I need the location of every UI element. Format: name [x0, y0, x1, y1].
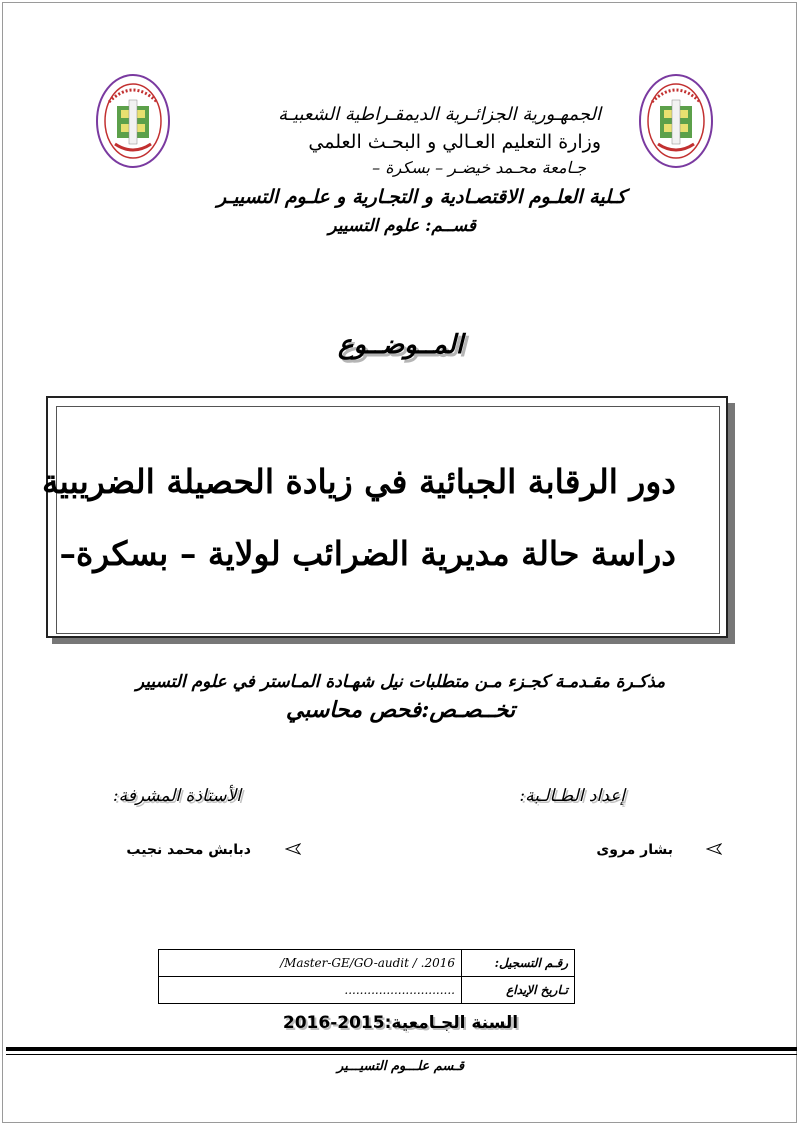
university-logo-right [638, 72, 714, 170]
academic-year: السنة الجـامعية:2015-2016 [282, 1013, 519, 1033]
student-name: بشار مروى [596, 842, 673, 858]
table-row [159, 950, 575, 977]
memo-description: مذكـرة مقـدمـة كجـزء مـن متطلبات نيل شهـادة المـاستر في علوم التسيير [135, 672, 666, 692]
thesis-title-line2: دراسة حالة مديرية الضرائب لولاية – بسكرة– [59, 534, 676, 573]
arrow-bullet-icon [706, 843, 722, 855]
header-ministry: وزارة التعليم العـالي و البحـث العلمي [308, 131, 601, 153]
table-row [159, 977, 575, 1004]
registration-number-value: /Master-GE/GO-audit / .2016 [159, 950, 462, 977]
student-label: إعداد الطـالـبة: [519, 786, 625, 806]
footer-divider [6, 1047, 797, 1051]
supervisor-label: الأستاذة المشرفة: [112, 786, 241, 806]
footer-department: قـسم علـــوم التسيـــير [336, 1059, 465, 1074]
university-logo-left [95, 72, 171, 170]
footer-divider-thin [6, 1054, 797, 1055]
deposit-date-value: ............................. [159, 977, 462, 1004]
header-department: قســم: علوم التسيير [328, 216, 476, 236]
header-university: جـامعة محـمد خيضـر – بسكرة – [372, 158, 586, 177]
thesis-title-line1: دور الرقابة الجبائية في زيادة الحصيلة الضريبية [41, 462, 676, 501]
memo-specialty: تخــصـص:فحص محاسبي [285, 697, 516, 723]
deposit-date-label: تـاريخ الإيداع [462, 977, 575, 1004]
registration-number-label: رقـم التسجيل: [462, 950, 575, 977]
title-box-inner [56, 406, 720, 634]
supervisor-name: دبابش محمد نجيب [126, 842, 251, 858]
subject-label: المــوضــوع [337, 330, 464, 360]
registration-table [158, 949, 575, 1004]
header-republic: الجمهـورية الجزائـرية الديمقـراطية الشعبيـة [278, 104, 601, 125]
header-faculty: كـلية العلـوم الاقتصـادية و التجـارية و علـوم التسييـر [217, 186, 626, 208]
arrow-bullet-icon [285, 843, 301, 855]
